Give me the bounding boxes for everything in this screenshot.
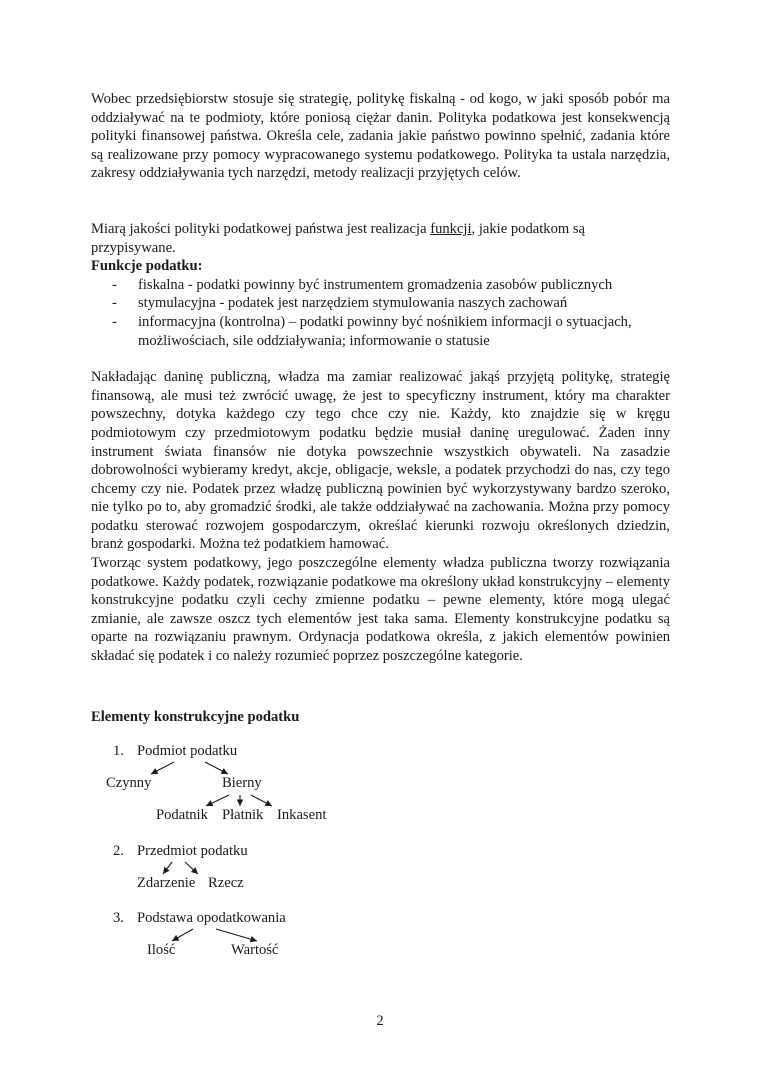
arrow-podstawa-wartosc [216,929,257,941]
element-1-left: Czynny [106,775,152,791]
arrow-przedmiot-rzecz [185,862,198,874]
element-3-left: Ilość [147,942,176,958]
element-2-number: 2. [113,843,124,859]
intro-paragraph: Wobec przedsiębiorstw stosuje się strategię, politykę fiskalną - od kogo, w jaki sposób pobór ma oddziaływać na te podmioty, które poniosą ciężar danin. Polityka podatkowa jest konsekwencją polityki finansowej państwa. Określa cele, zadania jakie państwo powinno spełnić, zadania które są realizowane przy pomocy wypracowanego systemu podatkowego. Polityka ta ustala narzędzia, zakresy oddziaływania tych narzędzi, metody realizacji przyjętych celów. [91,91,670,182]
element-2-label: Przedmiot podatku [137,843,248,859]
measure-text-after: , jakie podatkom są przypisywane. [91,220,586,256]
function-stymulacyjna: stymulacyjna - podatek jest narzędziem stymulowania naszych zachowań [138,295,568,312]
paragraph-danina: Nakładając daninę publiczną, władza ma zamiar realizować jakąś przyjętą politykę, strategię finansową, ale musi też zwrócić uwagę, że jest to specyficzny instrument, który ma charakter powszechny, dotyka każdego czy tego chce czy nie. Każdy, kto znajdzie się w kręgu podmiotowym czy przedmiotowym podatku będzie musiał daninę uregulować. Żaden inny instrument świata finansów nie dotyka powszechnie wszystkich obywateli. Na zasadzie dobrowolności wybieramy kredyt, akcje, obligacje, weksle, a podatek przychodzi do nas, czy tego chcemy czy nie. Podatek przez władzę publiczną powinien być wykorzystywany bardzo szeroko, nie tylko po to, aby gromadzić środki, ale także oddziaływać na zachowania. Można przy pomocy podatku sterować rozwojem gospodarczym, określać kierunki rozwoju określonych dziedzin, branż gospodarki. Można też podatkiem hamować. [91,369,670,553]
element-3-number: 3. [113,910,124,926]
function-fiskalna: fiskalna - podatki powinny być instrumentem gromadzenia zasobów publicznych [138,276,613,293]
element-3-label: Podstawa opodatkowania [137,910,286,926]
arrow-podmiot-czynny [151,762,174,774]
arrow-bierny-inkasent [251,795,272,806]
element-1-label: Podmiot podatku [137,743,238,759]
element-3-right: Wartość [231,942,279,958]
paragraph-system: Tworząc system podatkowy, jego poszczególne elementy władza publiczna tworzy rozwiązania podatkowe. Każdy podatek, rozwiązanie podatkowe ma określony układ konstrukcyjny – elementy konstrukcyjne podatku czyli cechy zmienne podatku – pewne elementy, które mogą ulegać zmianie, ale zawsze oszcz tych elementów jest taka sama. Elementy konstrukcyjne podatku są oparte na rozwiązaniu prawnym. Ordynacja podatkowa określa, z jakich elementów powinien składać się podatek i co należy rozumieć poprzez poszczególne kategorie. [91,555,670,665]
arrow-podstawa-ilosc [172,929,193,941]
measure-text-before: Miarą jakości polityki podatkowej państwa jest realizacja [91,220,431,237]
elements-heading: Elementy konstrukcyjne podatku [91,709,300,725]
funkcji-link[interactable]: funkcji [430,220,472,237]
element-1-number: 1. [113,743,124,759]
function-informacyjna: informacyjna (kontrolna) – podatki powinny być nośnikiem informacji o sytuacjach, możliwościach, sile oddziaływania; informowanie o statusie [138,313,632,349]
element-2-left: Zdarzenie [137,875,196,891]
functions-heading: Funkcje podatku: [91,258,203,275]
arrow-przedmiot-zdarzenie [163,862,172,874]
element-1-right: Bierny [222,775,262,791]
element-1-sub-podatnik: Podatnik [156,807,208,823]
arrow-bierny-podatnik [206,795,229,806]
page-number: 2 [376,1013,384,1029]
element-2-right: Rzecz [208,875,244,891]
list-item: - fiskalna - podatki powinny być instrumentem gromadzenia zasobów publicznych [112,276,613,293]
arrow-podmiot-bierny [205,762,228,774]
element-1-sub-inkasent: Inkasent [277,807,327,823]
element-1-sub-platnik: Płatnik [222,807,264,823]
list-item: - informacyjna (kontrolna) – podatki powinny być nośnikiem informacji o sytuacjach, możliwościach, sile oddziaływania; informowanie o statusie [112,313,632,349]
list-item: - stymulacyjna - podatek jest narzędziem stymulowania naszych zachowań [112,295,568,312]
